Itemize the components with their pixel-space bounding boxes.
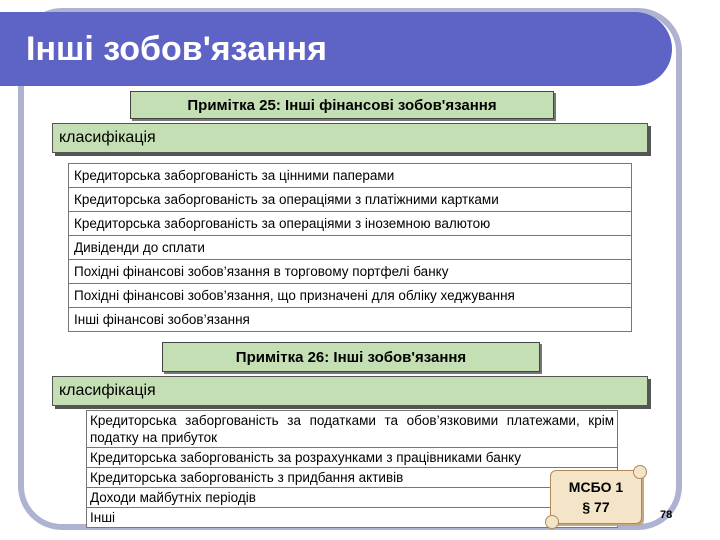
note-25-heading: Примітка 25: Інші фінансові зобов'язання (130, 91, 554, 119)
list-item: Похідні фінансові зобов’язання в торговому портфелі банку (69, 260, 631, 284)
list-item: Інші (87, 508, 617, 528)
list-item: Кредиторська заборгованість з придбання активів (87, 468, 617, 488)
standard-reference-scroll (550, 470, 642, 524)
reference-line-2: § 77 (582, 499, 610, 515)
slide-title: Інші зобов'язання (26, 30, 327, 68)
reference-line-1: МСБО 1 (568, 479, 624, 495)
note-25-classification-bar: класифікація (52, 123, 648, 153)
note-25-list (68, 163, 632, 332)
list-item: Доходи майбутніх періодів (87, 488, 617, 508)
list-item: Кредиторська заборгованість за цінними паперами (69, 164, 631, 188)
list-item: Дивіденди до сплати (69, 236, 631, 260)
note-26-classification-bar: класифікація (52, 376, 648, 406)
list-item: Похідні фінансові зобов’язання, що призначені для обліку хеджування (69, 284, 631, 308)
list-item: Кредиторська заборгованість за операціями з іноземною валютою (69, 212, 631, 236)
list-item: Інші фінансові зобов’язання (69, 308, 631, 332)
note-26-list (86, 410, 618, 528)
list-item: Кредиторська заборгованість за податками та обов’язковими платежами, крім податку на прибуток (87, 411, 617, 448)
note-26-heading: Примітка 26: Інші зобов'язання (162, 342, 540, 372)
list-item: Кредиторська заборгованість за операціями з платіжними картками (69, 188, 631, 212)
list-item: Кредиторська заборгованість за розрахунками з працівниками банку (87, 448, 617, 468)
page-number: 78 (660, 509, 673, 521)
